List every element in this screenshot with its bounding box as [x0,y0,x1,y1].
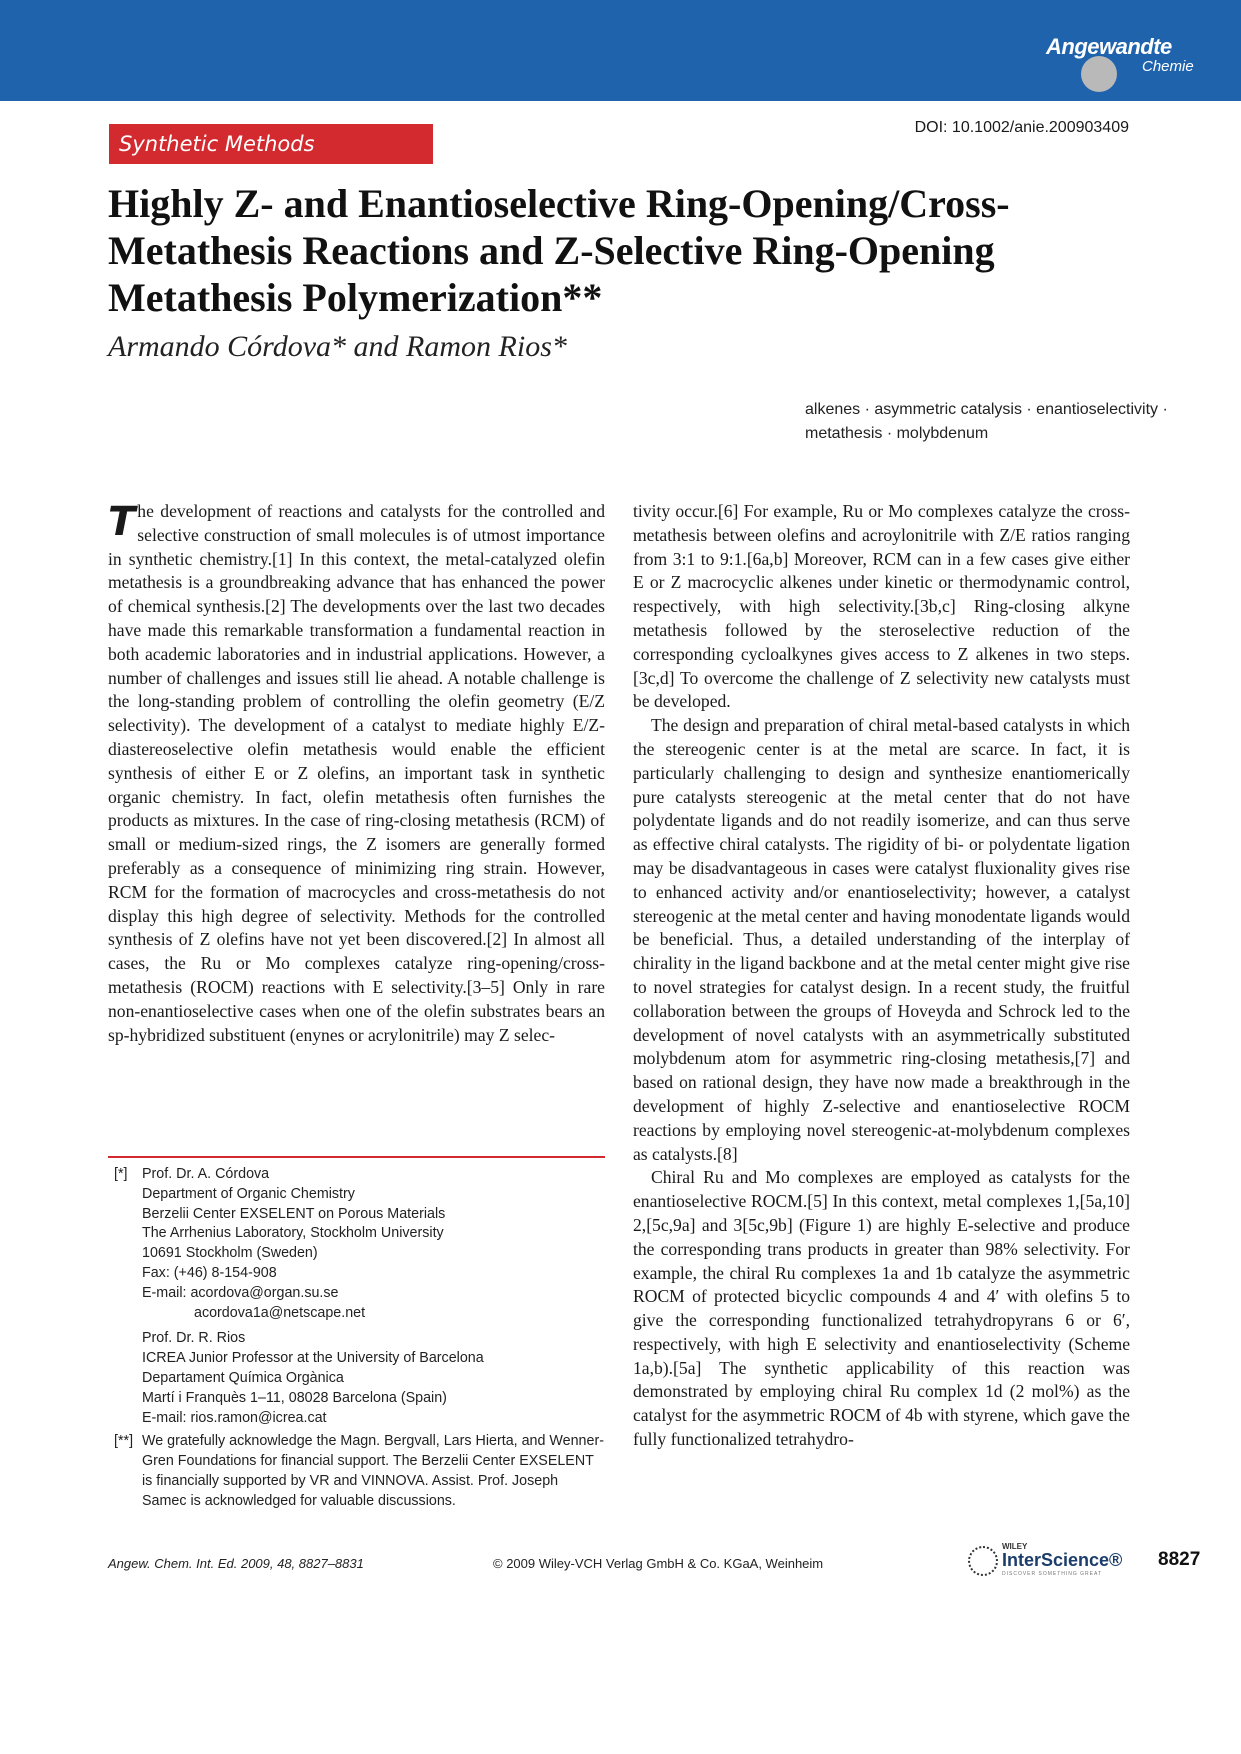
contact-line: Departament Química Orgànica [142,1369,344,1386]
page-number: 8827 [1158,1549,1201,1570]
contact-line: Berzelii Center EXSELENT on Porous Materials [142,1205,446,1222]
contact-line: 10691 Stockholm (Sweden) [142,1245,318,1262]
footnote-affiliations [108,1165,605,1428]
keywords: alkenes · asymmetric catalysis · enantioselectivity · metathesis · molybdenum [805,401,1168,442]
email-line[interactable]: acordova1a@netscape.net [194,1304,366,1321]
contact-line: Fax: (+46) 8-154-908 [142,1264,277,1281]
wiley-interscience-logo [968,1540,1128,1580]
angewandte-logo [1046,30,1196,90]
paragraph-right-3: Chiral Ru and Mo complexes are employed as catalysts for the enantioselective ROCM.[5] In this context, metal complexes 1,[5a,10] 2,[5c,9a] and 3[5c,9b] (Figure 1) are highly E-selective and produce the corresponding trans products in greater than 98% selectivity. For example, the chiral Ru complexes 1a and 1b catalyze the asymmetric ROCM of protected bicyclic compounds 4 and 4′ with olefins 5 to give the corresponding functionalized tetrahydropyrans 6 or 6′, respectively, with high E selectivity and enantioselectivity (Scheme 1a,b).[5a] The synthetic applicability of this reaction was demonstrated by employing chiral Ru complex 1d (2 mol%) as the catalyst for the asymmetric ROCM of 4b with styrene, which gave the fully functionalized tetrahydro- [633,1167,1130,1450]
logo-word: Angewandte [1046,34,1172,59]
authors: Armando Córdova* and Ramon Rios* [108,330,567,363]
globe-icon [968,1546,998,1576]
paragraph-left-1: he development of reactions and catalysts for the controlled and selective construction of small molecules is of utmost importance in synthetic chemistry.[1] In this context, the metal-catalyzed olefin metathesis is a groundbreaking advance that has enhanced the power of chemical synthesis.[2] The developments over the last two decades have made this remarkable transformation a fundamental reaction in both academic laboratories and in industrial applications. However, a number of challenges and issues still lie ahead. A notable challenge is the long-standing problem of controlling the olefin geometry (E/Z selectivity). The development of a catalyst to mediate highly E/Z-diastereoselective olefin metathesis would enable the efficient synthesis of either E or Z olefins, an important task in synthetic organic chemistry. In fact, olefin metathesis often furnishes the products as mixtures. In the case of ring-closing metathesis (RCM) of small or medium-sized rings, the Z isomers are generally formed preferably as a consequence of minimizing ring strain. However, RCM for the formation of macrocycles and cross-metathesis do not display this high degree of selectivity. Methods for the controlled synthesis of Z olefins have not yet been discovered.[2] In almost all cases, the Ru or Mo complexes catalyze ring-opening/cross-metathesis (ROCM) reactions with E selectivity.[3–5] Only in rare non-enantioselective cases when one of the olefin substrates bears an sp-hybridized substituent (enynes or acrylonitrile) may Z selec- [108,501,605,1045]
article-title: Highly Z- and Enantioselective Ring-Opening/Cross-Metathesis Reactions and Z-Selective Ring-Opening Metathesis Polymerization** [108,181,1010,320]
wiley-small-label: WILEY [1002,1542,1028,1551]
section-tag: Synthetic Methods [109,124,433,164]
copyright: © 2009 Wiley-VCH Verlag GmbH & Co. KGaA, Weinheim [493,1556,824,1571]
contact-line: Prof. Dr. A. Córdova [142,1166,270,1182]
column-right [633,500,1130,1452]
footnote-mark: [*] [114,1166,128,1182]
wiley-tagline: DISCOVER SOMETHING GREAT [1002,1571,1103,1577]
contact-line: The Arrhenius Laboratory, Stockholm University [142,1225,444,1242]
logo-sub: Chemie [1142,58,1194,75]
wiley-word: InterScience® [1002,1550,1123,1570]
email-line[interactable]: E-mail: acordova@organ.su.se [142,1284,339,1301]
footnote-divider [108,1156,605,1158]
journal-banner [0,0,1241,101]
footnotes [108,1165,605,1516]
contact-line: ICREA Junior Professor at the University of Barcelona [142,1350,484,1367]
contact-line: Martí i Franquès 1–11, 08028 Barcelona (Spain) [142,1389,447,1406]
logo-circle-icon [1081,56,1117,92]
footnote-mark: [**] [114,1433,134,1450]
email-line[interactable]: E-mail: rios.ramon@icrea.cat [142,1409,327,1426]
journal-citation: Angew. Chem. Int. Ed. 2009, 48, 8827–8831 [108,1556,364,1571]
column-left [108,500,605,1047]
doi: DOI: 10.1002/anie.200903409 [914,119,1129,136]
acknowledgement-text: We gratefully acknowledge the Magn. Bergvall, Lars Hierta, and Wenner-Gren Foundations for financial support. The Berzelii Center EXSELENT is financially supported by VR and VINNOVA. Assist. Prof. Joseph Samec is acknowledged for valuable discussions. [142,1433,604,1509]
drop-cap: T [108,499,136,545]
footnote-acknowledgement [108,1432,605,1511]
contact-line: Department of Organic Chemistry [142,1185,355,1202]
contact-line: Prof. Dr. R. Rios [142,1330,246,1347]
paragraph-right-2: The design and preparation of chiral metal-based catalysts in which the stereogenic center is at the metal are scarce. In fact, it is particularly challenging to design and synthesize enantiomerically pure catalysts stereogenic at the metal center that do not have polydentate ligands and do not readily isomerize, and can thus serve as effective chiral catalysts. The rigidity of bi- or polydentate ligation may be disadvantageous in cases were catalyst fluxionality gives rise to enhanced activity and/or enantioselectivity; however, a catalyst stereogenic at the metal center and having monodentate ligands would be beneficial. Thus, a detailed understanding of the interplay of chirality in the ligand backbone and at the metal center might give rise to novel strategies for catalyst design. In a recent study, the fruitful collaboration between the groups of Hoveyda and Schrock led to the development of novel catalysts with an asymmetrically substituted molybdenum atom for asymmetric ring-closing metathesis,[7] and based on rational design, they have now made a breakthrough in the development of highly Z-selective and enantioselective ROCM reactions by employing novel stereogenic-at-molybdenum complexes as catalysts.[8] [633,715,1130,1164]
paragraph-right-1: tivity occur.[6] For example, Ru or Mo complexes catalyze the cross-metathesis between olefins and acroylonitrile with Z/E ratios ranging from 3:1 to 9:1.[6a,b] Moreover, RCM can in a few cases give either E or Z macrocyclic alkenes under kinetic or thermodynamic control, respectively, with high selectivity.[3b,c] Ring-closing alkyne metathesis followed by the steroselective reduction of the corresponding cycloalkynes gives access to Z alkenes in two steps.[3c,d] To overcome the challenge of Z selectivity new catalysts must be developed. [633,501,1130,712]
